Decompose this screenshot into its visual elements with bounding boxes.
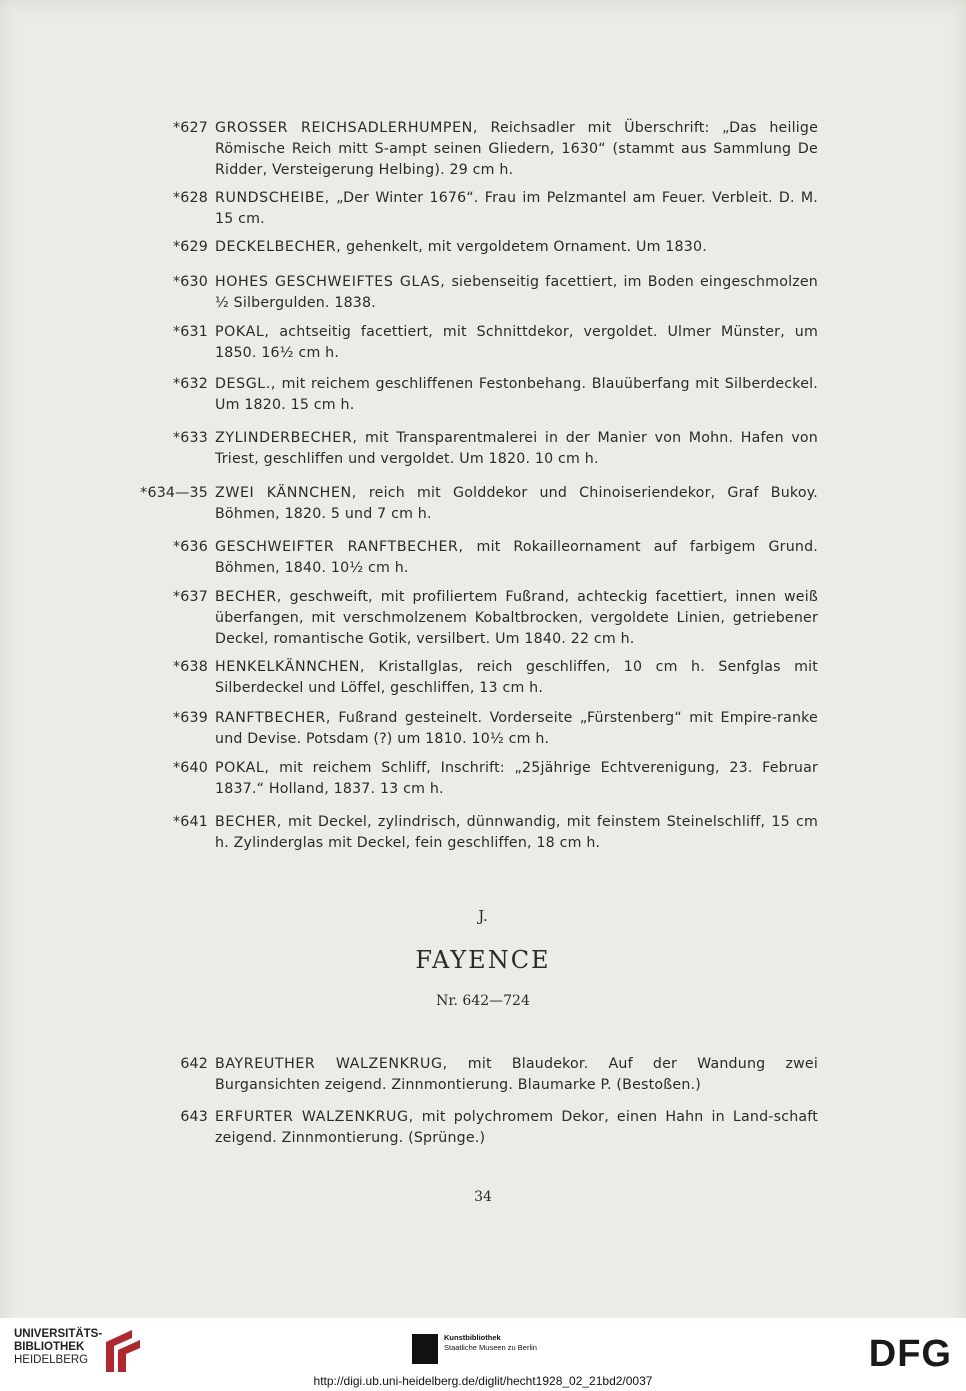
entry-description: achtseitig facettiert, mit Schnittdekor, vergoldet. Ulmer Münster, um 1850. 16½ cm h. [215, 324, 818, 361]
entry-text [215, 118, 818, 181]
entry-title: HENKELKÄNNCHEN, [215, 659, 366, 675]
entry-title: RANFTBECHER, [215, 710, 331, 726]
entry-text [215, 322, 818, 364]
entry-number: *628 [173, 190, 208, 206]
entry-text [215, 708, 818, 750]
entry-text [215, 812, 818, 854]
entry-number: *638 [173, 659, 208, 675]
entry-text [215, 428, 818, 470]
entry-text [215, 537, 818, 579]
page-number: 34 [474, 1189, 492, 1205]
entry-description: mit reichem geschliffenen Festonbehang. Blauüberfang mit Silberdeckel. Um 1820. 15 cm h. [215, 376, 818, 413]
entry-description: gehenkelt, mit vergoldetem Ornament. Um 1830. [341, 239, 707, 255]
entry-description: reich mit Golddekor und Chinoiseriendekor, Graf Bukoy. Böhmen, 1820. 5 und 7 cm h. [215, 485, 819, 522]
entry-number: *631 [173, 324, 208, 340]
entry-description: Kristallglas, reich geschliffen, 10 cm h. Senfglas mit Silberdeckel und Löffel, geschliffen, 13 cm h. [215, 659, 818, 696]
entry-text [215, 587, 818, 650]
entry-title: ZYLINDERBECHER, [215, 430, 358, 446]
entry-number: *629 [173, 239, 208, 255]
entry-title: ZWEI KÄNNCHEN, [215, 485, 357, 501]
uni-logo-line-1: UNIVERSITÄTS- [14, 1328, 103, 1340]
entry-number: *632 [173, 376, 208, 392]
entry-number: *641 [173, 814, 208, 830]
entry-text [215, 237, 818, 258]
entry-description: mit Blaudekor. Auf der Wandung zwei Burgansichten zeigend. Zinnmontierung. Blaumarke P. (Bestoßen.) [215, 1056, 818, 1093]
entry-text [215, 483, 818, 525]
entry-number: *639 [173, 710, 208, 726]
entry-title: GROSSER REICHSADLERHUMPEN, [215, 120, 478, 136]
entry-title: HOHES GESCHWEIFTES GLAS, [215, 274, 446, 290]
kunstbibliothek-logo[interactable] [412, 1330, 562, 1370]
dfg-logo[interactable]: DFG [868, 1333, 952, 1375]
entry-title: BAYREUTHER WALZENKRUG, [215, 1056, 448, 1072]
entry-description: mit Rokailleornament auf farbigem Grund. Böhmen, 1840. 10½ cm h. [215, 539, 818, 576]
entry-title: BECHER, [215, 814, 282, 830]
entry-description: Reichsadler mit Überschrift: „Das heilige Römische Reich mitt S-ampt seinen Gliedern, 1630“ (stammt aus Sammlung De Ridder, Versteigerung Helbing). 29 cm h. [215, 120, 819, 178]
entry-number: 642 [180, 1056, 208, 1072]
section-title: FAYENCE [415, 946, 551, 974]
entry-number: *627 [173, 120, 208, 136]
uni-logo-line-3: HEIDELBERG [14, 1354, 89, 1366]
entry-number: *634—35 [140, 485, 208, 501]
entry-text [215, 374, 818, 416]
entry-number: *630 [173, 274, 208, 290]
entry-description: mit Deckel, zylindrisch, dünnwandig, mit feinstem Steinelschliff, 15 cm h. Zylinderglas mit Deckel, fein geschliffen, 18 cm h. [215, 814, 818, 851]
entry-description: mit reichem Schliff, Inschrift: „25jährige Echtverenigung, 23. Februar 1837.“ Holland, 1837. 13 cm h. [215, 760, 818, 797]
entry-title: POKAL, [215, 324, 270, 340]
permalink-url[interactable]: http://digi.ub.uni-heidelberg.de/diglit/hecht1928_02_21bd2/0037 [313, 1374, 653, 1388]
university-library-name [14, 1328, 102, 1367]
entry-title: DECKELBECHER, [215, 239, 342, 255]
entry-description: geschweift, mit profiliertem Fußrand, achteckig facettiert, innen weiß überfangen, mit verschmolzenem Kobaltbrocken, vergoldete Linien, getriebener Deckel, romantische Gotik, versilbert. Um 1840. 22 cm h. [215, 589, 818, 647]
entry-description: mit polychromem Dekor, einen Hahn in Land-schaft zeigend. Zinnmontierung. (Sprünge.) [215, 1109, 818, 1146]
entry-number: *636 [173, 539, 208, 555]
entry-text [215, 1107, 818, 1149]
digitization-footer [0, 1318, 966, 1391]
entry-number: *633 [173, 430, 208, 446]
entry-number: *637 [173, 589, 208, 605]
entry-text [215, 272, 818, 314]
entry-title: ERFURTER WALZENKRUG, [215, 1109, 414, 1125]
entry-title: RUNDSCHEIBE, [215, 190, 330, 206]
entry-description: mit Transparentmalerei in der Manier von Mohn. Hafen von Triest, geschliffen und vergoldet. Um 1820. 10 cm h. [215, 430, 818, 467]
entry-text [215, 758, 818, 800]
kunstbibliothek-mark-icon [412, 1334, 438, 1364]
section-letter: J. [478, 907, 488, 925]
entry-number: *640 [173, 760, 208, 776]
kb-line-2: Staatliche Museen zu Berlin [444, 1343, 537, 1352]
university-library-emblem-icon [102, 1328, 144, 1374]
entry-title: DESGL., [215, 376, 277, 392]
entry-title: GESCHWEIFTER RANFTBECHER, [215, 539, 464, 555]
entry-title: POKAL, [215, 760, 270, 776]
university-library-logo[interactable] [14, 1328, 144, 1378]
entry-description: siebenseitig facettiert, im Boden eingeschmolzen ½ Silbergulden. 1838. [215, 274, 818, 311]
entry-text [215, 1054, 818, 1096]
entry-number: 643 [180, 1109, 208, 1125]
kb-line-1: Kunstbibliothek [444, 1333, 501, 1342]
kunstbibliothek-name [444, 1333, 537, 1353]
entry-text [215, 657, 818, 699]
uni-logo-line-2: BIBLIOTHEK [14, 1341, 85, 1353]
entry-title: BECHER, [215, 589, 282, 605]
entry-description: „Der Winter 1676“. Frau im Pelzmantel am Feuer. Verbleit. D. M. 15 cm. [215, 190, 818, 227]
entry-text [215, 188, 818, 230]
entry-description: Fußrand gesteinelt. Vorderseite „Fürstenberg“ mit Empire-ranke und Devise. Potsdam (?) um 1810. 10½ cm h. [215, 710, 818, 747]
section-number-range: Nr. 642—724 [436, 993, 530, 1009]
